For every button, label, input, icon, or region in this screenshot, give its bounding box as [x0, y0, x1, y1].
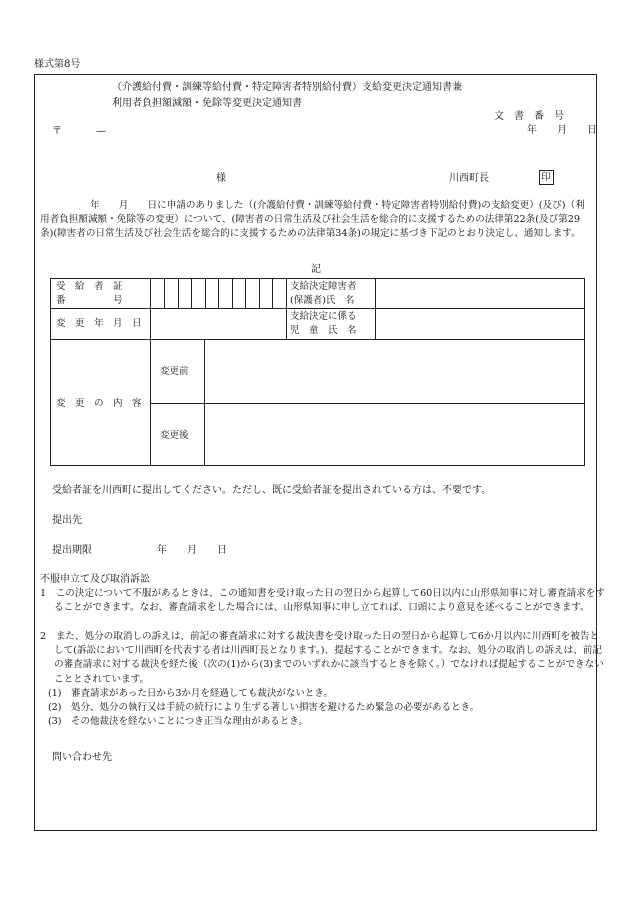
sender-name: 川西町長 — [449, 173, 489, 184]
postal-dash: — — [96, 126, 106, 137]
guardian-name-label1: 支給決定障害者 — [290, 281, 357, 292]
inquiry-label: 問い合わせ先 — [52, 752, 112, 763]
recipient-number-boxes — [151, 278, 286, 308]
deadline-date: 年 月 日 — [157, 545, 227, 556]
appeal-subitem-1: (1) 審査請求があった日から3か月を経過しても裁決がないとき。 — [48, 688, 334, 699]
body-paragraph: 年 月 日に申請のありました（(介護給付費・訓練等給付費・特定障害者特別給付費)の支給変更）(及び)（利用者負担額減額・免除等の変更）について、(障害者の日常生活及び社会生活を総合的に支援するための法律第22条(及び第29条)(障害者の日常生活及び社会生活を総合的に支援するための法律第34条)の規定に基づき下記のとおり決定し、通知します。 — [40, 200, 585, 240]
before-value[interactable] — [205, 340, 584, 403]
form-number: 様式第8号 — [34, 59, 81, 70]
ki-label: 記 — [311, 264, 321, 275]
seal-mark: 印 — [541, 172, 551, 183]
child-name-label2: 児 童 氏 名 — [290, 325, 357, 336]
appeal-subitem-2: (2) 処分、処分の執行又は手続の続行により生ずる著しい損害を避けるため緊急の必要があるとき。 — [48, 702, 480, 713]
submit-notice: 受給者証を川西町に提出してください。ただし、既に受給者証を提出されている方は、不要です。 — [52, 485, 492, 496]
submit-to-label: 提出先 — [52, 515, 82, 526]
addressee-suffix: 様 — [216, 173, 226, 184]
date-label: 年 月 日 — [527, 125, 602, 136]
before-label: 変更前 — [160, 366, 189, 377]
recipient-number-label1: 受 給 者 証 — [56, 281, 123, 292]
guardian-name-label2: (保護者)氏 名 — [290, 295, 355, 306]
change-date-label: 変 更 年 月 日 — [56, 318, 142, 329]
appeal-subitem-3: (3) その他裁決を経ないことにつき正当な理由があるとき。 — [48, 716, 308, 727]
change-content-label: 変 更 の 内 容 — [56, 398, 142, 409]
child-name-value[interactable] — [376, 309, 584, 339]
postal-mark: 〒 — [52, 126, 62, 137]
recipient-number-label2: 番 号 — [56, 295, 123, 306]
appeal-item-1: 1 この決定について不服があるときは、この通知書を受け取った日の翌日から起算して60日以内に山形県知事に対し審査請求をすることができます。なお、審査請求をした場合には、山形県知事に申し立てれば、口頭により意見を述べることができます。 — [40, 588, 605, 614]
after-label: 変更後 — [160, 430, 189, 441]
doc-number-label: 文 書 番 号 — [494, 111, 564, 122]
appeal-item-2: 2 また、処分の取消しの訴えは、前記の審査請求に対する裁決書を受け取った日の翌日から起算して6か月以内に川西町を被告として(訴訟において川西町を代表する者は川西町長となります。)、提起することができます。なお、処分の取消しの訴えは、前記の審査請求に対する裁決を経た後（次の(1)から(3)までのいずれかに該当するときを除く。）でなければ提起することができないこととされています。 — [40, 631, 604, 685]
document-title-line2: 利用者負担額減額・免除等変更決定通知書 — [112, 98, 302, 109]
child-name-label1: 支給決定に係る — [290, 311, 357, 322]
deadline-label: 提出期限 — [52, 545, 92, 556]
document-title-line1: （介護給付費・訓練等給付費・特定障害者特別給付費）支給変更決定通知書兼 — [112, 82, 462, 93]
guardian-name-value[interactable] — [376, 279, 584, 308]
change-date-value[interactable] — [151, 309, 286, 339]
after-value[interactable] — [205, 404, 584, 466]
appeal-heading: 不服申立て及び取消訴訟 — [40, 574, 150, 585]
